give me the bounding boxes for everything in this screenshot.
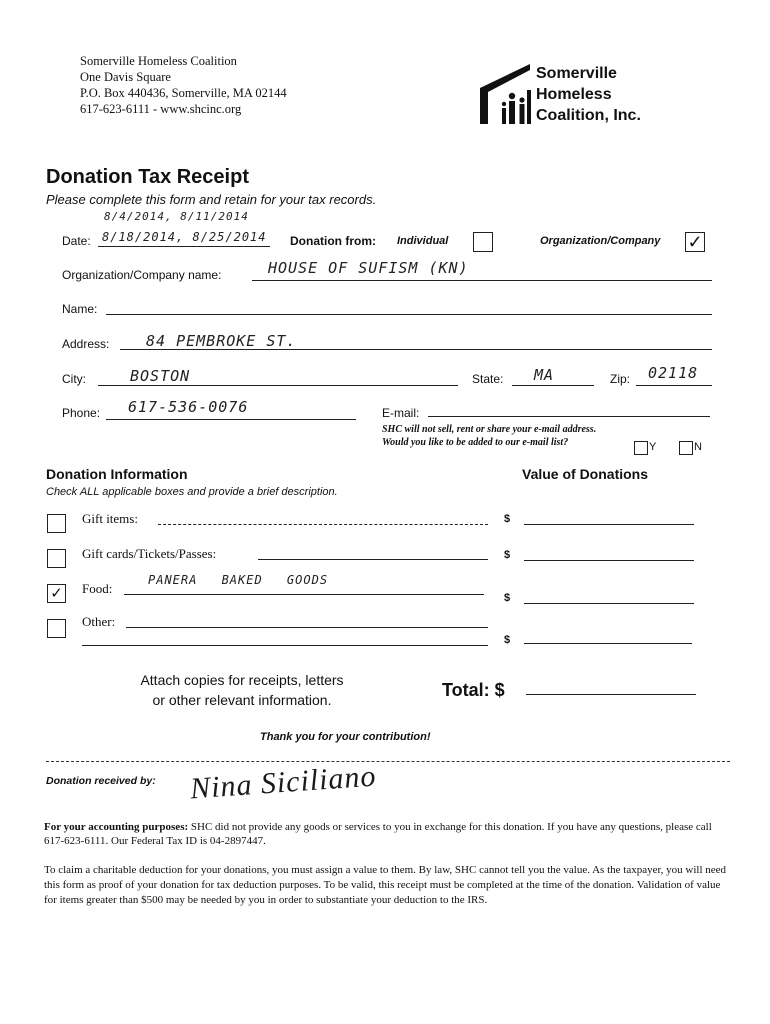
donation-from-label: Donation from: [290, 234, 376, 248]
org-phone-web: 617-623-6111 - www.shcinc.org [80, 102, 242, 116]
logo-line-1: Somerville [536, 65, 617, 82]
individual-label: Individual [397, 235, 449, 247]
attach-note-line-1: Attach copies for receipts, letters [140, 672, 344, 688]
org-name-field[interactable]: HOUSE OF SUFISM (KN) [268, 259, 469, 277]
tax-claim-note: To claim a charitable deduction for your donations, you must assign a value to them. By law, SHC cannot tell you the value. As the taxpayer, you will need this form as proof of your donation for tax deduction purposes. To be valid, this receipt must be completed at the time of the donation. Validation of value for items greater than $500 may be needed by you in order to substantiate your deduction to the IRS. [44, 864, 727, 906]
email-no-checkbox[interactable] [679, 441, 693, 455]
page-subtitle: Please complete this form and retain for your tax records. [46, 192, 377, 207]
zip-label: Zip: [610, 372, 631, 386]
value-of-donations-heading: Value of Donations [522, 466, 649, 482]
logo-text [536, 63, 641, 126]
org-street: One Davis Square [80, 70, 171, 84]
zip-field[interactable]: 02118 [648, 364, 699, 382]
food-description-field[interactable]: PANERA BAKED GOODS [148, 573, 329, 587]
gift-items-checkbox[interactable] [47, 514, 66, 533]
org-company-label: Organization/Company [540, 235, 661, 247]
email-yes-checkbox[interactable] [634, 441, 648, 455]
individual-checkbox[interactable] [473, 232, 493, 252]
thank-you-text: Thank you for your contribution! [260, 731, 431, 743]
food-label: Food: [82, 581, 113, 596]
org-po-box: P.O. Box 440436, Somerville, MA 02144 [80, 86, 287, 100]
city-label: City: [62, 372, 86, 386]
other-checkbox[interactable] [47, 619, 66, 638]
food-checkbox[interactable]: ✓ [47, 584, 66, 603]
section-divider [46, 761, 730, 762]
attach-note [112, 670, 372, 710]
date-field[interactable]: 8/18/2014, 8/25/2014 [102, 230, 267, 244]
org-name-label: Organization/Company name: [62, 268, 222, 282]
logo-line-3: Coalition, Inc. [536, 107, 641, 124]
email-field[interactable] [428, 402, 710, 416]
org-address-block [80, 53, 287, 117]
date-above-value: 8/4/2014, 8/11/2014 [104, 210, 249, 223]
gift-items-label: Gift items: [82, 511, 138, 526]
gift-cards-dollar: $ [504, 549, 511, 561]
other-dollar: $ [504, 634, 511, 646]
email-label: E-mail: [382, 406, 420, 420]
org-company-checkbox[interactable]: ✓ [685, 232, 705, 252]
email-yes-label: Y [649, 441, 657, 453]
donation-info-heading: Donation Information [46, 466, 188, 482]
accounting-note [44, 820, 730, 848]
phone-label: Phone: [62, 406, 101, 420]
org-name: Somerville Homeless Coalition [80, 54, 237, 68]
donation-instructions: Check ALL applicable boxes and provide a brief description. [46, 486, 338, 498]
total-field[interactable] [526, 680, 696, 694]
name-field[interactable] [106, 300, 712, 314]
food-dollar: $ [504, 592, 511, 604]
shc-logo-icon [478, 60, 538, 126]
gift-cards-checkbox[interactable] [47, 549, 66, 568]
total-label: Total: $ [442, 680, 505, 700]
name-label: Name: [62, 302, 98, 316]
city-field[interactable]: BOSTON [130, 367, 191, 385]
accounting-note-bold: For your accounting purposes: [44, 821, 189, 833]
attach-note-line-2: or other relevant information. [152, 692, 332, 708]
date-label: Date: [62, 234, 91, 248]
gift-items-dollar: $ [504, 513, 511, 525]
email-no-label: N [694, 441, 702, 453]
phone-field[interactable]: 617-536-0076 [128, 398, 249, 416]
signature: Nina Siciliano [189, 759, 378, 806]
gift-cards-label: Gift cards/Tickets/Passes: [82, 546, 217, 561]
accounting-note-text: SHC did not provide any goods or services to you in exchange for this donation. If you have any questions, please call 617-623-6111. Our Federal Tax ID is 04-2897447. [44, 821, 712, 847]
other-label: Other: [82, 614, 116, 629]
logo-line-2: Homeless [536, 86, 612, 103]
state-field[interactable]: MA [534, 366, 555, 384]
email-privacy-note: SHC will not sell, rent or share your e-mail address. [382, 424, 597, 435]
page-title: Donation Tax Receipt [46, 166, 249, 188]
state-label: State: [472, 372, 504, 386]
address-label: Address: [62, 337, 110, 351]
address-field[interactable]: 84 PEMBROKE ST. [146, 332, 297, 350]
email-list-question: Would you like to be added to our e-mail list? [382, 437, 569, 448]
received-by-label: Donation received by: [46, 775, 156, 787]
